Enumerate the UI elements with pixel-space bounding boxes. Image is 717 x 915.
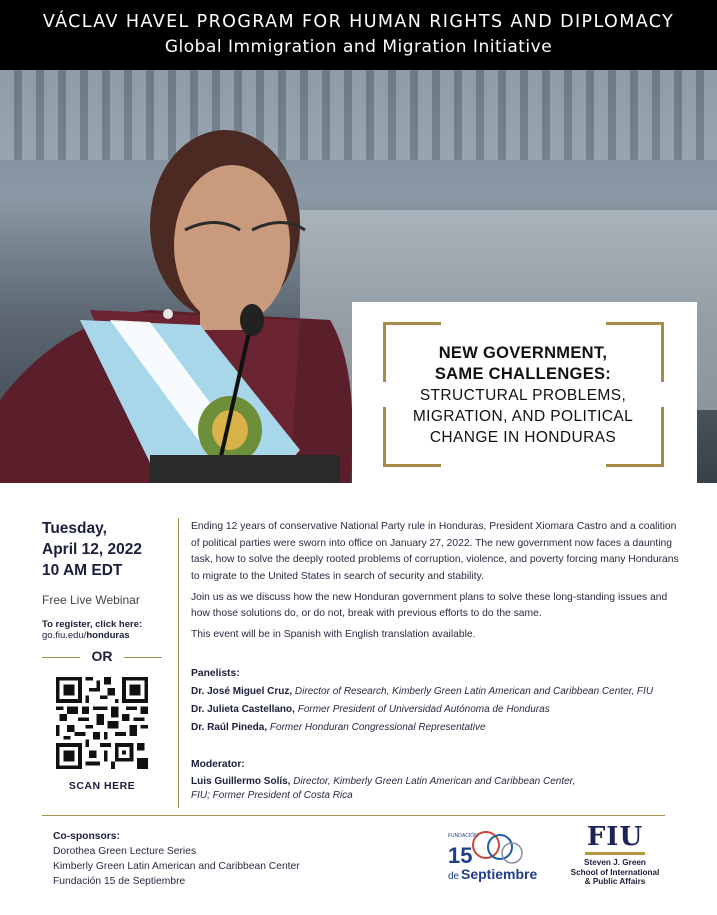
moderator-role: Director, Kimberly Green Latin American and Caribbean Center, xyxy=(293,776,576,787)
title-line: SAME CHALLENGES: xyxy=(434,365,612,383)
panelist-role: Former Honduran Congressional Representative xyxy=(269,722,486,733)
moderator-role: FIU; Former President of Costa Rica xyxy=(191,790,353,801)
f15-number: 15 xyxy=(448,843,473,868)
vertical-divider xyxy=(178,518,179,808)
event-title xyxy=(392,343,654,448)
fiu-school-line: School of International xyxy=(570,867,660,877)
event-date: April 12, 2022 xyxy=(42,541,142,558)
fiu-school-line: & Public Affairs xyxy=(584,877,646,886)
title-line: NEW GOVERNMENT, xyxy=(438,344,608,362)
f15-de: de xyxy=(448,871,460,882)
cosponsors xyxy=(53,829,300,889)
description-paragraph: This event will be in Spanish with English translation available. xyxy=(191,629,476,640)
event-format: Free Live Webinar xyxy=(42,593,140,607)
subtitle-line: STRUCTURAL PROBLEMS, xyxy=(419,387,627,404)
cosponsors-label: Co-sponsors: xyxy=(53,831,120,842)
event-details xyxy=(42,518,170,641)
panelist-name: Dr. Raúl Pineda, xyxy=(191,722,268,733)
cosponsor-item: Fundación 15 de Septiembre xyxy=(53,876,186,887)
f15-word: Septiembre xyxy=(461,866,538,882)
panelists-label: Panelists: xyxy=(191,668,240,679)
or-text: OR xyxy=(91,648,113,664)
cosponsor-item: Dorothea Green Lecture Series xyxy=(53,846,197,857)
or-rule-right xyxy=(124,657,162,658)
header-banner xyxy=(0,0,717,70)
register-label: To register, click here: xyxy=(42,619,143,630)
fiu-mark: FIU xyxy=(586,822,644,852)
event-day: Tuesday, xyxy=(42,520,107,537)
program-title: VÁCLAV HAVEL PROGRAM FOR HUMAN RIGHTS AND DIPLOMACY xyxy=(42,12,675,32)
moderator-name: Luis Guillermo Solís, xyxy=(191,776,291,787)
panelist-role: Former President of Universidad Autónoma de Honduras xyxy=(297,704,550,715)
register-link-prefix: go.fiu.edu/ xyxy=(42,630,87,641)
moderator-label: Moderator: xyxy=(191,759,245,770)
horizontal-divider xyxy=(42,815,665,816)
scan-label: SCAN HERE xyxy=(68,780,136,792)
cosponsor-item: Kimberly Green Latin American and Caribbean Center xyxy=(53,861,300,872)
subtitle-line: CHANGE IN HONDURAS xyxy=(429,429,617,446)
panelist-name: Dr. José Miguel Cruz, xyxy=(191,686,293,697)
fiu-gold-rule xyxy=(585,852,645,855)
panelist-entry xyxy=(191,686,681,697)
initiative-title: Global Immigration and Migration Initiative xyxy=(164,37,553,57)
event-time: 10 AM EDT xyxy=(42,562,123,579)
or-separator xyxy=(42,648,162,666)
f15-small-text: FUNDACIÓN xyxy=(448,833,478,839)
panelist-entry xyxy=(191,704,681,715)
moderator-entry-cont xyxy=(191,790,681,801)
panelist-role: Director of Research, Kimberly Green Latin American and Caribbean Center, FIU xyxy=(294,686,654,697)
fiu-logo xyxy=(560,822,670,887)
event-description xyxy=(191,519,681,648)
fundacion-15-logo xyxy=(446,825,546,885)
register-link[interactable] xyxy=(42,630,170,641)
description-paragraph: Join us as we discuss how the new Honduran government plans to solve these long-standing issues and how those solutions do, or do not, break with previous efforts to do the same. xyxy=(191,591,668,619)
panelist-entry xyxy=(191,722,681,733)
fiu-school-line: Steven J. Green xyxy=(584,858,646,867)
qr-code[interactable] xyxy=(56,677,148,769)
register-link-path: honduras xyxy=(86,630,130,641)
moderator-entry xyxy=(191,776,681,787)
subtitle-line: MIGRATION, AND POLITICAL xyxy=(412,408,634,425)
panelist-name: Dr. Julieta Castellano, xyxy=(191,704,295,715)
description-paragraph: Ending 12 years of conservative National Party rule in Honduras, President Xiomara Castro and a coalition of political parties were sworn into office on January 27, 2022. The new government now faces a daunting task, how to solve the deeply rooted problems of corruption, violence, and poverty forcing many Hondurans to migrate to the United States in search of security and stability. xyxy=(191,521,679,582)
